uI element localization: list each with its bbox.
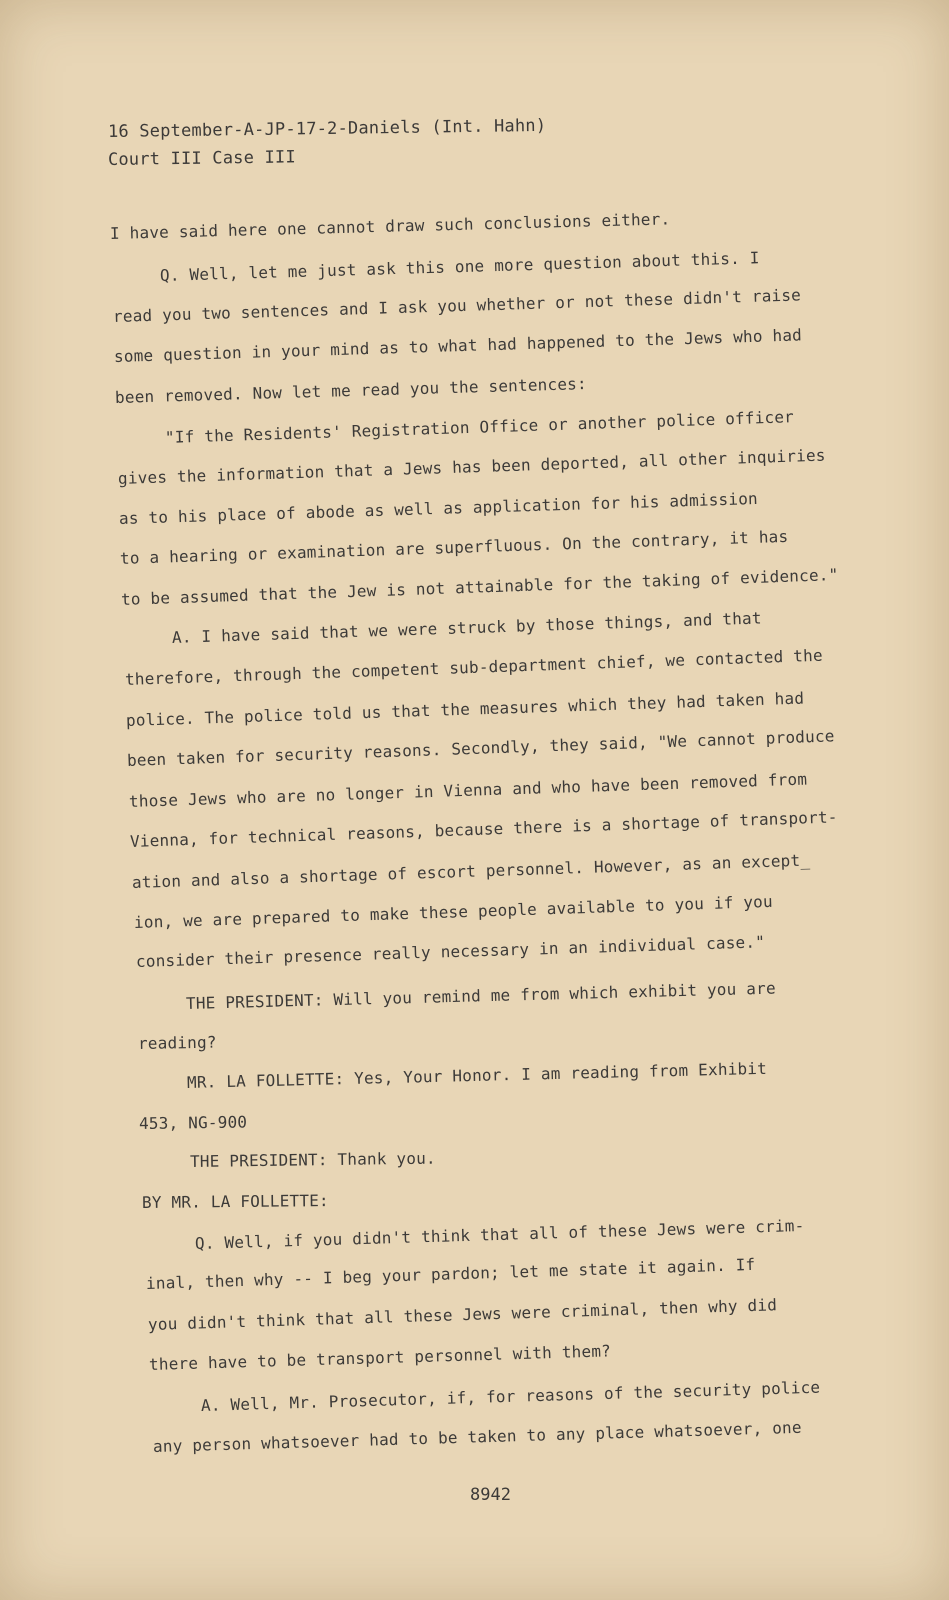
transcript-line: A. I have said that we were struck by those things, and that (171, 608, 762, 647)
transcript-line: as to his place of abode as well as application for his admission (118, 488, 759, 528)
transcript-line: therefore, through the competent sub-department chief, we contacted the (124, 645, 824, 689)
transcript-line: police. The police told us that the measures which they had taken had (125, 688, 805, 730)
transcript-line: there have to be transport personnel with them? (148, 1341, 612, 1374)
transcript-line: ation and also a shortage of escort personnel. However, as an except_ (131, 850, 811, 892)
transcript-line: some question in your mind as to what had happened to the Jews who had (113, 325, 803, 366)
transcript-line: MR. LA FOLLETTE: Yes, Your Honor. I am reading from Exhibit (186, 1058, 768, 1092)
transcript-line: you didn't think that all these Jews were criminal, then why did (147, 1295, 778, 1334)
transcript-line: 453, NG-900 (138, 1112, 248, 1133)
page-number: 8942 (470, 1485, 511, 1505)
transcript-line: I have said here one cannot draw such conclusions either. (109, 209, 671, 243)
transcript-line: read you two sentences and I ask you whether or not these didn't raise (112, 285, 802, 326)
transcript-line: those Jews who are no longer in Vienna and who have been removed from (128, 769, 808, 811)
transcript-line: THE PRESIDENT: Will you remind me from which exhibit you are (185, 978, 777, 1013)
transcript-line: THE PRESIDENT: Thank you. (189, 1148, 436, 1171)
header-court-line: Court III Case III (107, 147, 296, 170)
transcript-line: to a hearing or examination are superfluous. On the contrary, it has (119, 526, 789, 568)
transcript-line: gives the information that a Jews has been deported, all other inquiries (117, 445, 826, 488)
transcript-line: to be assumed that the Jew is not attainable for the taking of evidence." (120, 564, 839, 609)
transcript-line: been taken for security reasons. Secondly, they said, "We cannot produce (126, 726, 835, 770)
transcript-line: ion, we are prepared to make these people available to you if you (133, 891, 774, 932)
transcript-line: "If the Residents' Registration Office or another police officer (164, 407, 795, 447)
transcript-line: any person whatsoever had to be taken to any place whatsoever, one (152, 1417, 802, 1456)
transcript-line: Q. Well, let me just ask this one more question about this. I (159, 248, 760, 285)
header-session-line: 16 September-A-JP-17-2-Daniels (Int. Hahn) (107, 115, 547, 142)
transcript-line: A. Well, Mr. Prosecutor, if, for reasons of the security police (200, 1377, 821, 1415)
transcript-line: inal, then why -- I beg your pardon; let me state it again. If (145, 1254, 756, 1293)
transcript-line: reading? (137, 1032, 217, 1053)
transcript-line: Q. Well, if you didn't think that all of these Jews were crim- (194, 1215, 805, 1253)
transcript-line: consider their presence really necessary in an individual case." (135, 932, 766, 971)
transcript-line: BY MR. LA FOLLETTE: (141, 1191, 329, 1212)
transcript-line: Vienna, for technical reasons, because there is a shortage of transport- (129, 807, 838, 851)
transcript-line: been removed. Now let me read you the sentences: (114, 374, 588, 407)
